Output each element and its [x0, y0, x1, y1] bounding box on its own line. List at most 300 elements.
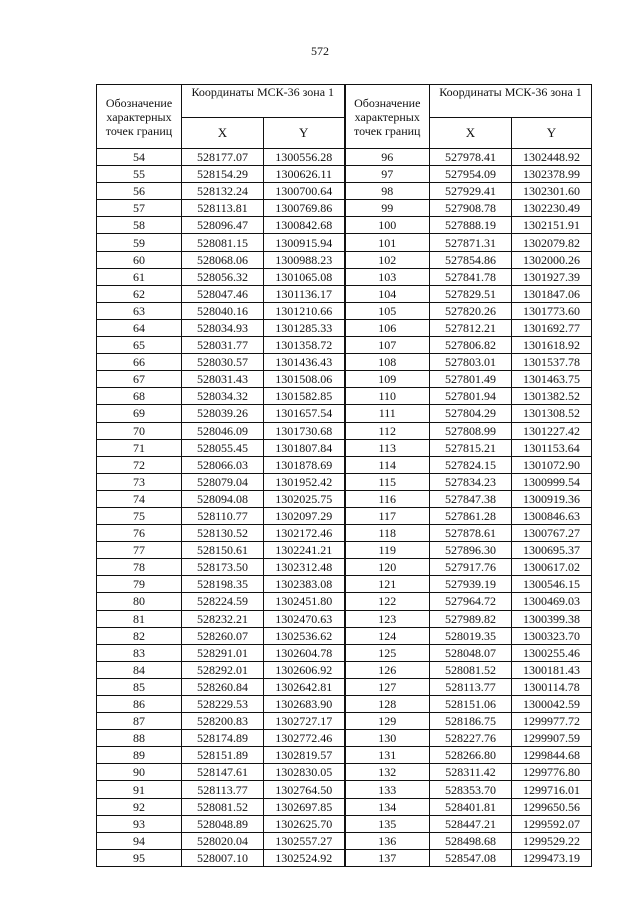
right-point-id-cell: 137 — [345, 849, 430, 866]
table-row — [97, 337, 592, 354]
right-coord-y-cell: 1301537.78 — [512, 354, 592, 371]
right-coord-y-cell: 1302378.99 — [512, 166, 592, 183]
right-point-id-cell: 98 — [345, 183, 430, 200]
right-point-id-cell: 105 — [345, 302, 430, 319]
right-point-id-cell: 134 — [345, 798, 430, 815]
header-row-top — [97, 85, 592, 118]
right-point-id-cell: 136 — [345, 832, 430, 849]
right-point-id-cell: 119 — [345, 542, 430, 559]
right-point-id-cell: 102 — [345, 251, 430, 268]
table-row — [97, 559, 592, 576]
right-coord-x-cell: 527808.99 — [430, 422, 512, 439]
table-row — [97, 713, 592, 730]
left-coord-y-cell: 1302470.63 — [264, 610, 345, 627]
table-row — [97, 268, 592, 285]
left-point-id-cell: 56 — [97, 183, 182, 200]
left-point-id-cell: 70 — [97, 422, 182, 439]
right-coord-y-cell: 1302448.92 — [512, 149, 592, 166]
table-row — [97, 747, 592, 764]
right-coord-x-cell: 528498.68 — [430, 832, 512, 849]
right-coord-y-cell: 1299473.19 — [512, 849, 592, 866]
left-point-id-cell: 73 — [97, 473, 182, 490]
right-coord-y-cell: 1301692.77 — [512, 319, 592, 336]
table-row — [97, 764, 592, 781]
right-coord-y-cell: 1301382.52 — [512, 388, 592, 405]
left-point-id-cell: 91 — [97, 781, 182, 798]
left-coord-y-cell: 1301065.08 — [264, 268, 345, 285]
left-coord-y-cell: 1302383.08 — [264, 576, 345, 593]
right-coord-x-cell: 528081.52 — [430, 661, 512, 678]
table-row — [97, 285, 592, 302]
table-row — [97, 525, 592, 542]
left-point-id-cell: 60 — [97, 251, 182, 268]
right-point-id-cell: 99 — [345, 200, 430, 217]
right-coord-y-cell: 1300469.03 — [512, 593, 592, 610]
right-point-id-cell: 107 — [345, 337, 430, 354]
right-coord-x-cell: 528266.80 — [430, 747, 512, 764]
left-coord-y-cell: 1300556.28 — [264, 149, 345, 166]
left-point-id-cell: 80 — [97, 593, 182, 610]
right-coord-y-cell: 1301618.92 — [512, 337, 592, 354]
right-coord-x-cell: 527801.94 — [430, 388, 512, 405]
left-point-id-cell: 54 — [97, 149, 182, 166]
left-point-id-cell: 72 — [97, 456, 182, 473]
right-point-id-cell: 125 — [345, 644, 430, 661]
right-coord-y-cell: 1300546.15 — [512, 576, 592, 593]
left-coord-x-cell: 528174.89 — [182, 730, 264, 747]
left-coord-x-cell: 528224.59 — [182, 593, 264, 610]
right-coord-y-cell: 1299592.07 — [512, 815, 592, 832]
left-point-id-cell: 88 — [97, 730, 182, 747]
left-coord-y-cell: 1301436.43 — [264, 354, 345, 371]
right-point-id-cell: 97 — [345, 166, 430, 183]
right-point-id-cell: 113 — [345, 439, 430, 456]
left-coord-x-cell: 528177.07 — [182, 149, 264, 166]
left-point-id-cell: 90 — [97, 764, 182, 781]
left-point-id-cell: 66 — [97, 354, 182, 371]
left-point-id-cell: 83 — [97, 644, 182, 661]
left-point-id-cell: 77 — [97, 542, 182, 559]
table-row — [97, 302, 592, 319]
right-point-id-cell: 123 — [345, 610, 430, 627]
left-coord-x-cell: 528200.83 — [182, 713, 264, 730]
right-point-id-cell: 100 — [345, 217, 430, 234]
right-point-id-cell: 111 — [345, 405, 430, 422]
left-coord-x-cell: 528260.84 — [182, 678, 264, 695]
left-coord-x-cell: 528292.01 — [182, 661, 264, 678]
left-point-id-cell: 57 — [97, 200, 182, 217]
left-coord-y-cell: 1300842.68 — [264, 217, 345, 234]
left-coord-x-cell: 528031.43 — [182, 371, 264, 388]
right-coord-x-cell: 528447.21 — [430, 815, 512, 832]
left-point-id-cell: 67 — [97, 371, 182, 388]
right-coord-y-cell: 1300399.38 — [512, 610, 592, 627]
right-coord-y-cell: 1302230.49 — [512, 200, 592, 217]
right-coord-x-cell: 527854.86 — [430, 251, 512, 268]
header-group-label-left: Координаты МСК-36 зона 1 — [182, 85, 345, 118]
table-row — [97, 405, 592, 422]
right-point-id-cell: 120 — [345, 559, 430, 576]
left-coord-x-cell: 528173.50 — [182, 559, 264, 576]
table-row — [97, 388, 592, 405]
right-coord-y-cell: 1301847.06 — [512, 285, 592, 302]
left-point-id-cell: 95 — [97, 849, 182, 866]
right-coord-x-cell: 527896.30 — [430, 542, 512, 559]
right-point-id-cell: 112 — [345, 422, 430, 439]
left-coord-y-cell: 1301582.85 — [264, 388, 345, 405]
right-point-id-cell: 104 — [345, 285, 430, 302]
left-coord-x-cell: 528150.61 — [182, 542, 264, 559]
right-point-id-cell: 122 — [345, 593, 430, 610]
right-coord-y-cell: 1302079.82 — [512, 234, 592, 251]
left-coord-y-cell: 1302557.27 — [264, 832, 345, 849]
left-coord-y-cell: 1301358.72 — [264, 337, 345, 354]
left-coord-y-cell: 1302172.46 — [264, 525, 345, 542]
right-coord-y-cell: 1300181.43 — [512, 661, 592, 678]
right-point-id-cell: 128 — [345, 696, 430, 713]
left-coord-y-cell: 1301952.42 — [264, 473, 345, 490]
left-coord-x-cell: 528020.04 — [182, 832, 264, 849]
right-coord-y-cell: 1300255.46 — [512, 644, 592, 661]
right-coord-y-cell: 1301072.90 — [512, 456, 592, 473]
right-coord-y-cell: 1301463.75 — [512, 371, 592, 388]
left-coord-x-cell: 528039.26 — [182, 405, 264, 422]
left-point-id-cell: 81 — [97, 610, 182, 627]
right-point-id-cell: 114 — [345, 456, 430, 473]
right-coord-y-cell: 1300042.59 — [512, 696, 592, 713]
right-point-id-cell: 110 — [345, 388, 430, 405]
table-row — [97, 473, 592, 490]
right-coord-y-cell: 1299977.72 — [512, 713, 592, 730]
left-coord-y-cell: 1300915.94 — [264, 234, 345, 251]
left-coord-x-cell: 528034.93 — [182, 319, 264, 336]
left-point-id-cell: 75 — [97, 507, 182, 524]
right-coord-y-cell: 1300695.37 — [512, 542, 592, 559]
table-row — [97, 507, 592, 524]
left-coord-x-cell: 528291.01 — [182, 644, 264, 661]
table-row — [97, 661, 592, 678]
left-coord-x-cell: 528094.08 — [182, 490, 264, 507]
left-point-id-cell: 86 — [97, 696, 182, 713]
left-coord-x-cell: 528079.04 — [182, 473, 264, 490]
left-coord-x-cell: 528007.10 — [182, 849, 264, 866]
right-point-id-cell: 132 — [345, 764, 430, 781]
right-coord-y-cell: 1299907.59 — [512, 730, 592, 747]
right-point-id-cell: 115 — [345, 473, 430, 490]
right-coord-y-cell: 1300323.70 — [512, 627, 592, 644]
left-coord-y-cell: 1302025.75 — [264, 490, 345, 507]
right-coord-x-cell: 527829.51 — [430, 285, 512, 302]
right-coord-x-cell: 527803.01 — [430, 354, 512, 371]
table-row — [97, 166, 592, 183]
table-row — [97, 696, 592, 713]
right-coord-y-cell: 1299716.01 — [512, 781, 592, 798]
left-point-id-cell: 71 — [97, 439, 182, 456]
table-row — [97, 849, 592, 866]
left-point-id-cell: 94 — [97, 832, 182, 849]
left-coord-y-cell: 1302819.57 — [264, 747, 345, 764]
table-row — [97, 627, 592, 644]
right-coord-y-cell: 1300114.78 — [512, 678, 592, 695]
right-coord-x-cell: 527820.26 — [430, 302, 512, 319]
right-coord-x-cell: 527888.19 — [430, 217, 512, 234]
right-coord-x-cell: 527812.21 — [430, 319, 512, 336]
left-coord-x-cell: 528198.35 — [182, 576, 264, 593]
right-coord-y-cell: 1300846.63 — [512, 507, 592, 524]
right-coord-x-cell: 528019.35 — [430, 627, 512, 644]
page-number: 572 — [311, 44, 329, 58]
left-point-id-cell: 74 — [97, 490, 182, 507]
left-coord-x-cell: 528260.07 — [182, 627, 264, 644]
left-coord-y-cell: 1301807.84 — [264, 439, 345, 456]
left-coord-x-cell: 528232.21 — [182, 610, 264, 627]
header-x-right: X — [430, 118, 512, 149]
left-coord-x-cell: 528154.29 — [182, 166, 264, 183]
right-coord-x-cell: 527929.41 — [430, 183, 512, 200]
right-coord-y-cell: 1302301.60 — [512, 183, 592, 200]
left-point-id-cell: 76 — [97, 525, 182, 542]
left-point-id-cell: 87 — [97, 713, 182, 730]
right-coord-x-cell: 527801.49 — [430, 371, 512, 388]
left-coord-x-cell: 528096.47 — [182, 217, 264, 234]
right-coord-x-cell: 528401.81 — [430, 798, 512, 815]
right-point-id-cell: 109 — [345, 371, 430, 388]
left-point-id-cell: 59 — [97, 234, 182, 251]
right-point-id-cell: 133 — [345, 781, 430, 798]
right-coord-x-cell: 528227.76 — [430, 730, 512, 747]
right-coord-y-cell: 1299529.22 — [512, 832, 592, 849]
right-coord-x-cell: 528186.75 — [430, 713, 512, 730]
table-row — [97, 610, 592, 627]
table-row — [97, 678, 592, 695]
right-coord-x-cell: 527847.38 — [430, 490, 512, 507]
left-coord-y-cell: 1302727.17 — [264, 713, 345, 730]
left-point-id-cell: 58 — [97, 217, 182, 234]
right-coord-x-cell: 527841.78 — [430, 268, 512, 285]
right-coord-x-cell: 527871.31 — [430, 234, 512, 251]
left-coord-y-cell: 1300988.23 — [264, 251, 345, 268]
right-point-id-cell: 127 — [345, 678, 430, 695]
table-row — [97, 781, 592, 798]
header-point-label-right: Обозначение характерных точек границ — [345, 85, 430, 149]
right-point-id-cell: 126 — [345, 661, 430, 678]
right-point-id-cell: 117 — [345, 507, 430, 524]
left-point-id-cell: 79 — [97, 576, 182, 593]
left-coord-x-cell: 528110.77 — [182, 507, 264, 524]
left-coord-x-cell: 528147.61 — [182, 764, 264, 781]
table-row — [97, 456, 592, 473]
table-row — [97, 422, 592, 439]
left-coord-y-cell: 1302097.29 — [264, 507, 345, 524]
right-coord-x-cell: 528353.70 — [430, 781, 512, 798]
right-point-id-cell: 118 — [345, 525, 430, 542]
table-row — [97, 576, 592, 593]
right-coord-x-cell: 527939.19 — [430, 576, 512, 593]
right-coord-y-cell: 1301153.64 — [512, 439, 592, 456]
left-point-id-cell: 92 — [97, 798, 182, 815]
left-point-id-cell: 55 — [97, 166, 182, 183]
right-coord-x-cell: 528311.42 — [430, 764, 512, 781]
left-point-id-cell: 84 — [97, 661, 182, 678]
left-point-id-cell: 62 — [97, 285, 182, 302]
left-coord-y-cell: 1302312.48 — [264, 559, 345, 576]
left-coord-x-cell: 528130.52 — [182, 525, 264, 542]
left-coord-x-cell: 528229.53 — [182, 696, 264, 713]
left-coord-y-cell: 1300769.86 — [264, 200, 345, 217]
right-coord-x-cell: 528113.77 — [430, 678, 512, 695]
left-coord-x-cell: 528047.46 — [182, 285, 264, 302]
table-row — [97, 730, 592, 747]
left-point-id-cell: 82 — [97, 627, 182, 644]
right-point-id-cell: 103 — [345, 268, 430, 285]
left-coord-y-cell: 1301730.68 — [264, 422, 345, 439]
left-coord-y-cell: 1300626.11 — [264, 166, 345, 183]
left-point-id-cell: 93 — [97, 815, 182, 832]
left-coord-x-cell: 528046.09 — [182, 422, 264, 439]
header-point-label-left: Обозначение характерных точек границ — [97, 85, 182, 149]
right-coord-y-cell: 1299776.80 — [512, 764, 592, 781]
table-row — [97, 183, 592, 200]
left-coord-y-cell: 1302625.70 — [264, 815, 345, 832]
right-coord-x-cell: 527824.15 — [430, 456, 512, 473]
table-row — [97, 234, 592, 251]
right-coord-x-cell: 527917.76 — [430, 559, 512, 576]
left-point-id-cell: 85 — [97, 678, 182, 695]
right-coord-x-cell: 527806.82 — [430, 337, 512, 354]
header-group-label-right: Координаты МСК-36 зона 1 — [430, 85, 592, 118]
right-coord-x-cell: 527954.09 — [430, 166, 512, 183]
left-coord-y-cell: 1300700.64 — [264, 183, 345, 200]
right-coord-y-cell: 1301308.52 — [512, 405, 592, 422]
right-coord-x-cell: 527989.82 — [430, 610, 512, 627]
right-coord-x-cell: 527964.72 — [430, 593, 512, 610]
right-coord-x-cell: 527804.29 — [430, 405, 512, 422]
right-coord-y-cell: 1300999.54 — [512, 473, 592, 490]
right-coord-x-cell: 527861.28 — [430, 507, 512, 524]
table-row — [97, 490, 592, 507]
table-row — [97, 200, 592, 217]
table-row — [97, 371, 592, 388]
left-coord-y-cell: 1302606.92 — [264, 661, 345, 678]
right-coord-y-cell: 1302151.91 — [512, 217, 592, 234]
right-point-id-cell: 96 — [345, 149, 430, 166]
left-point-id-cell: 68 — [97, 388, 182, 405]
left-coord-y-cell: 1302642.81 — [264, 678, 345, 695]
left-coord-x-cell: 528151.89 — [182, 747, 264, 764]
right-point-id-cell: 116 — [345, 490, 430, 507]
table-row — [97, 217, 592, 234]
right-point-id-cell: 108 — [345, 354, 430, 371]
left-coord-x-cell: 528132.24 — [182, 183, 264, 200]
right-point-id-cell: 106 — [345, 319, 430, 336]
left-coord-x-cell: 528055.45 — [182, 439, 264, 456]
left-coord-x-cell: 528068.06 — [182, 251, 264, 268]
header-y-left: Y — [264, 118, 345, 149]
left-coord-x-cell: 528066.03 — [182, 456, 264, 473]
table-row — [97, 542, 592, 559]
right-coord-y-cell: 1302000.26 — [512, 251, 592, 268]
table-row — [97, 832, 592, 849]
table-row — [97, 354, 592, 371]
right-coord-x-cell: 527908.78 — [430, 200, 512, 217]
right-coord-y-cell: 1301227.42 — [512, 422, 592, 439]
left-coord-x-cell: 528048.89 — [182, 815, 264, 832]
left-coord-x-cell: 528034.32 — [182, 388, 264, 405]
header-x-left: X — [182, 118, 264, 149]
right-point-id-cell: 121 — [345, 576, 430, 593]
left-coord-y-cell: 1302604.78 — [264, 644, 345, 661]
right-coord-x-cell: 527978.41 — [430, 149, 512, 166]
right-coord-x-cell: 527878.61 — [430, 525, 512, 542]
left-coord-y-cell: 1301210.66 — [264, 302, 345, 319]
right-coord-y-cell: 1300919.36 — [512, 490, 592, 507]
left-coord-x-cell: 528113.77 — [182, 781, 264, 798]
table-row — [97, 644, 592, 661]
left-coord-y-cell: 1301657.54 — [264, 405, 345, 422]
table-row — [97, 149, 592, 166]
right-point-id-cell: 130 — [345, 730, 430, 747]
table-row — [97, 593, 592, 610]
left-coord-y-cell: 1301878.69 — [264, 456, 345, 473]
left-coord-y-cell: 1302524.92 — [264, 849, 345, 866]
right-coord-x-cell: 528151.06 — [430, 696, 512, 713]
left-point-id-cell: 89 — [97, 747, 182, 764]
table-row — [97, 319, 592, 336]
right-coord-x-cell: 528547.08 — [430, 849, 512, 866]
table-row — [97, 798, 592, 815]
left-coord-y-cell: 1302697.85 — [264, 798, 345, 815]
header-y-right: Y — [512, 118, 592, 149]
right-coord-y-cell: 1299650.56 — [512, 798, 592, 815]
right-coord-x-cell: 528048.07 — [430, 644, 512, 661]
table-row — [97, 815, 592, 832]
left-point-id-cell: 61 — [97, 268, 182, 285]
right-coord-x-cell: 527815.21 — [430, 439, 512, 456]
left-coord-x-cell: 528081.52 — [182, 798, 264, 815]
right-coord-y-cell: 1301773.60 — [512, 302, 592, 319]
right-coord-y-cell: 1301927.39 — [512, 268, 592, 285]
left-coord-y-cell: 1302241.21 — [264, 542, 345, 559]
table-row — [97, 439, 592, 456]
right-point-id-cell: 135 — [345, 815, 430, 832]
left-coord-x-cell: 528081.15 — [182, 234, 264, 251]
right-point-id-cell: 124 — [345, 627, 430, 644]
table-body — [97, 149, 592, 867]
left-coord-x-cell: 528040.16 — [182, 302, 264, 319]
left-coord-x-cell: 528031.77 — [182, 337, 264, 354]
table-row — [97, 251, 592, 268]
left-coord-y-cell: 1301508.06 — [264, 371, 345, 388]
coordinates-table — [96, 84, 592, 867]
right-coord-y-cell: 1300767.27 — [512, 525, 592, 542]
left-coord-y-cell: 1302451.80 — [264, 593, 345, 610]
left-coord-y-cell: 1301136.17 — [264, 285, 345, 302]
left-coord-y-cell: 1302536.62 — [264, 627, 345, 644]
left-point-id-cell: 78 — [97, 559, 182, 576]
left-coord-y-cell: 1302830.05 — [264, 764, 345, 781]
left-coord-y-cell: 1302772.46 — [264, 730, 345, 747]
left-point-id-cell: 64 — [97, 319, 182, 336]
left-coord-x-cell: 528113.81 — [182, 200, 264, 217]
left-point-id-cell: 65 — [97, 337, 182, 354]
right-point-id-cell: 131 — [345, 747, 430, 764]
right-coord-y-cell: 1299844.68 — [512, 747, 592, 764]
left-coord-x-cell: 528030.57 — [182, 354, 264, 371]
right-coord-y-cell: 1300617.02 — [512, 559, 592, 576]
left-coord-y-cell: 1301285.33 — [264, 319, 345, 336]
left-coord-y-cell: 1302764.50 — [264, 781, 345, 798]
right-coord-x-cell: 527834.23 — [430, 473, 512, 490]
